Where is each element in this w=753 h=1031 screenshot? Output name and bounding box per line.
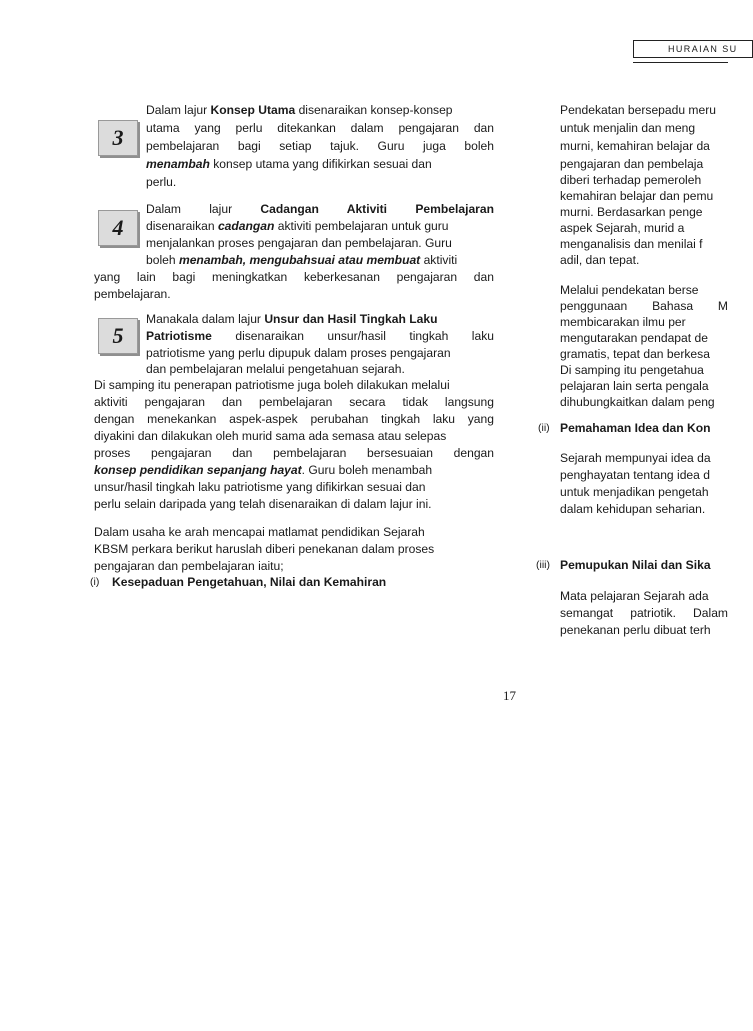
right-line: penekanan perlu dibuat terh bbox=[560, 623, 711, 637]
paragraph-line: dengan menekankan aspek-aspek perubahan tingkah laku yang bbox=[94, 412, 494, 426]
item5-line: Manakala dalam lajur Unsur dan Hasil Tingkah Laku bbox=[146, 312, 438, 326]
section-header-label: HURAIAN SU bbox=[633, 40, 753, 58]
section-heading: Pemupukan Nilai dan Sika bbox=[560, 558, 711, 572]
item4-line: disenaraikan cadangan aktiviti pembelajaran untuk guru bbox=[146, 219, 449, 233]
paragraph-line: diyakini dan dilakukan oleh murid sama ada semasa atau selepas bbox=[94, 429, 447, 443]
item-number-3: 3 bbox=[98, 120, 138, 156]
right-line: semangat patriotik. Dalam bbox=[560, 606, 728, 620]
paragraph-line: konsep pendidikan sepanjang hayat. Guru boleh menambah bbox=[94, 463, 433, 477]
right-line: pengajaran dan pembelaja bbox=[560, 157, 704, 171]
paragraph-line: perlu selain daripada yang telah disenaraikan di dalam lajur ini. bbox=[94, 497, 432, 511]
right-line: menganalisis dan menilai f bbox=[560, 237, 703, 251]
right-line: Pendekatan bersepadu meru bbox=[560, 103, 716, 117]
right-line: Sejarah mempunyai idea da bbox=[560, 451, 711, 465]
right-line: kemahiran belajar dan pemu bbox=[560, 189, 714, 203]
item3-line: Dalam lajur Konsep Utama disenaraikan konsep-konsep bbox=[146, 103, 453, 117]
page-number: 17 bbox=[503, 688, 516, 703]
right-line: dalam kehidupan seharian. bbox=[560, 502, 706, 516]
header-rule bbox=[633, 62, 728, 63]
item3-line: perlu. bbox=[146, 175, 177, 189]
right-line: untuk menjalin dan meng bbox=[560, 121, 696, 135]
item4-line: menjalankan proses pengajaran dan pembelajaran. Guru bbox=[146, 236, 452, 250]
section-heading: Kesepaduan Pengetahuan, Nilai dan Kemahiran bbox=[112, 575, 387, 589]
item-number-5: 5 bbox=[98, 318, 138, 354]
right-line: diberi terhadap pemeroleh bbox=[560, 173, 702, 187]
item3-line: pembelajaran bagi setiap tajuk. Guru juga boleh bbox=[146, 139, 494, 153]
right-line: dihubungkaitkan dalam peng bbox=[560, 395, 715, 409]
item4-line: boleh menambah, mengubahsuai atau membuat aktiviti bbox=[146, 253, 458, 267]
paragraph-line: KBSM perkara berikut haruslah diberi penekanan dalam proses bbox=[94, 542, 435, 556]
section-heading: Pemahaman Idea dan Kon bbox=[560, 421, 711, 435]
right-line: untuk menjadikan pengetah bbox=[560, 485, 709, 499]
item5-line: Patriotisme disenaraikan unsur/hasil tingkah laku bbox=[146, 329, 494, 343]
paragraph-line: unsur/hasil tingkah laku patriotisme yang difikirkan sesuai dan bbox=[94, 480, 426, 494]
item4-line: yang lain bagi meningkatkan keberkesanan pengajaran dan bbox=[94, 270, 494, 284]
heading-number: (i) bbox=[90, 576, 100, 588]
right-line: penggunaan Bahasa M bbox=[560, 299, 728, 313]
right-line: murni. Berdasarkan penge bbox=[560, 205, 703, 219]
right-line: murni, kemahiran belajar da bbox=[560, 139, 710, 153]
right-line: membicarakan ilmu per bbox=[560, 315, 686, 329]
right-line: mengutarakan pendapat de bbox=[560, 331, 708, 345]
right-line: gramatis, tepat dan berkesa bbox=[560, 347, 710, 361]
paragraph-line: Dalam usaha ke arah mencapai matlamat pendidikan Sejarah bbox=[94, 525, 425, 539]
paragraph-line: proses pengajaran dan pembelajaran bersesuaian dengan bbox=[94, 446, 494, 460]
item-number-4: 4 bbox=[98, 210, 138, 246]
paragraph-line: Di samping itu penerapan patriotisme juga boleh dilakukan melalui bbox=[94, 378, 450, 392]
item5-line: patriotisme yang perlu dipupuk dalam proses pengajaran bbox=[146, 346, 451, 360]
heading-number: (iii) bbox=[536, 559, 550, 571]
right-line: adil, dan tepat. bbox=[560, 253, 640, 267]
heading-number: (ii) bbox=[538, 422, 550, 434]
item4-line: pembelajaran. bbox=[94, 287, 171, 301]
item5-line: dan pembelajaran melalui pengetahuan sejarah. bbox=[146, 362, 405, 376]
paragraph-line: pengajaran dan pembelajaran iaitu; bbox=[94, 559, 284, 573]
right-line: Melalui pendekatan berse bbox=[560, 283, 699, 297]
right-line: aspek Sejarah, murid a bbox=[560, 221, 685, 235]
right-line: penghayatan tentang idea d bbox=[560, 468, 710, 482]
item4-line: Dalam lajur Cadangan Aktiviti Pembelajaran bbox=[146, 202, 494, 216]
item3-line: menambah konsep utama yang difikirkan sesuai dan bbox=[146, 157, 432, 171]
item3-line: utama yang perlu ditekankan dalam pengajaran dan bbox=[146, 121, 494, 135]
right-line: Di samping itu pengetahua bbox=[560, 363, 704, 377]
right-line: pelajaran lain serta pengala bbox=[560, 379, 709, 393]
right-line: Mata pelajaran Sejarah ada bbox=[560, 589, 709, 603]
paragraph-line: aktiviti pengajaran dan pembelajaran secara tidak langsung bbox=[94, 395, 494, 409]
